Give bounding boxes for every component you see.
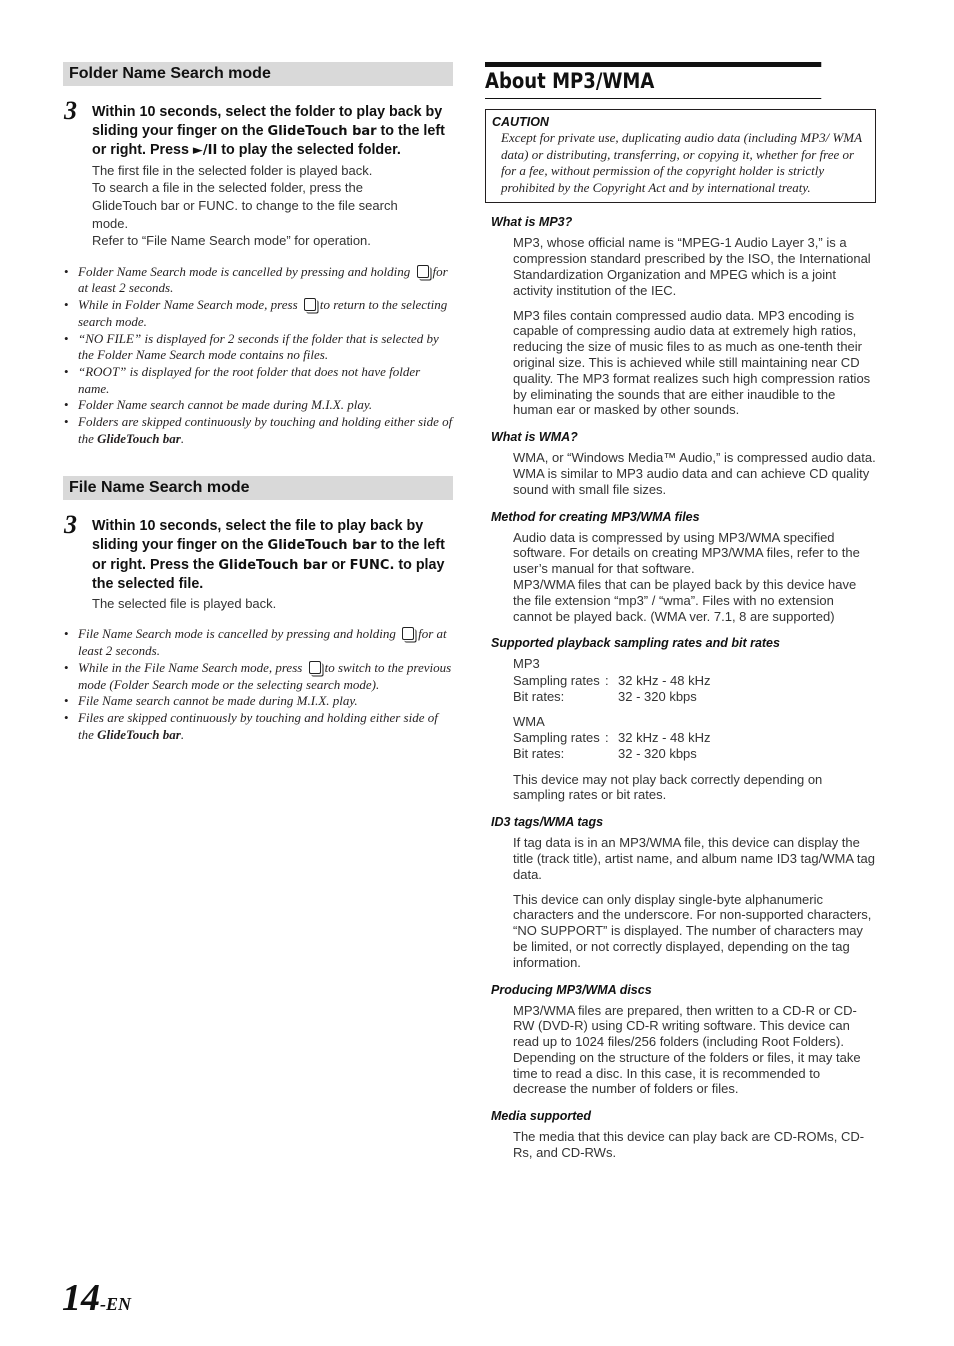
search-button-icon <box>402 627 414 640</box>
step-instruction: Within 10 seconds, select the folder to play back by sliding your finger on the GlideTouch bar to the left or right. Press ►/II to play the selected folder. <box>92 104 445 159</box>
folder-notes-list <box>63 264 453 448</box>
subheading: Producing MP3/WMA discs <box>491 982 652 997</box>
search-button-icon <box>417 265 429 278</box>
paragraph: This device may not play back correctly depending on sampling rates or bit rates. <box>513 771 823 803</box>
list-item: • Files are skipped continuously by touching and holding either side of the GlideTouch bar. <box>63 710 453 743</box>
list-item: • While in Folder Name Search mode, press to return to the selecting search mode. <box>63 297 453 330</box>
right-column <box>485 62 876 1161</box>
search-button-icon <box>304 298 316 311</box>
paragraph: WMA, or “Windows Media™ Audio,” is compressed audio data. WMA is similar to MP3 audio data and can achieve CD quality sound with small file sizes. <box>513 450 876 497</box>
paragraph: If tag data is in an MP3/WMA file, this device can display the title (track title), artist name, and album name ID3 tag/WMA tag data. <box>513 835 875 882</box>
paragraph: MP3/WMA files are prepared, then written to a CD-R or CD-RW (DVD-R) using CD-R writing software. This device can read up to 1024 files/256 folders (including Root Folders). Depending on the structure of the folders or files, it may take time to read a disc. In this case, it is recommended to decrease the number of folders or files. <box>513 1002 861 1097</box>
step-instruction: Within 10 seconds, select the file to play back by sliding your finger on the GlideTouch bar to the left or right. Press the GlideTouch bar or FUNC. to play the selected file. <box>92 518 445 593</box>
page-title: About MP3/WMA <box>485 62 821 99</box>
section-heading-folder-name-search: Folder Name Search mode <box>63 62 453 86</box>
paragraph: The media that this device can play back are CD-ROMs, CD-Rs, and CD-RWs. <box>513 1129 865 1161</box>
step-description: The selected file is played back. <box>92 595 277 611</box>
paragraph: MP3 files contain compressed audio data. MP3 encoding is capable of compressing audio data at extremely high ratios, reducing the size of music files to as much as one-tenth their original size. This is achieved while still maintaining near CD quality. The MP3 format realizes such high compression ratios by eliminating the sounds that are either inaudible to the human ear or masked by other sounds. <box>513 307 871 418</box>
list-item: • Folder Name Search mode is cancelled by pressing and holding for at least 2 seconds. <box>63 264 453 297</box>
list-item: • “ROOT” is displayed for the root folder that does not have folder name. <box>63 364 453 397</box>
spec-row: Sampling rates : 32 kHz - 48 kHz <box>513 730 711 746</box>
paragraph: MP3, whose official name is “MPEG-1 Audio Layer 3,” is a compression standard prescribed by the ISO, the International Standardization Organization and MPEG which is a joint activity institution of the IEC. <box>513 235 871 298</box>
rates-spec-mp3 <box>485 656 876 705</box>
paragraph: Audio data is compressed by using MP3/WMA specified software. For details on creating MP3/WMA files, refer to the user’s manual for that software. MP3/WMA files that can be played back by this device have the file extension “mp3” / “wma”. Files with no extension cannot be played back. (WMA ver. 7.1, 8 are supported) <box>513 529 860 624</box>
step-number: 3 <box>64 510 77 540</box>
subheading: Supported playback sampling rates and bit rates <box>491 636 780 651</box>
paragraph: This device can only display single-byte alphanumeric characters and the underscore. For non-supported characters, “NO SUPPORT” is displayed. The number of characters may be limited, or not correctly displayed, depending on the tag information. <box>513 891 872 970</box>
list-item: • Folders are skipped continuously by touching and holding either side of the GlideTouch bar. <box>63 414 453 447</box>
caution-text: Except for private use, duplicating audio data (including MP3/ WMA data) or distributing, transferring, or copying it, whether for free or for a fee, without permission of the copyright holder is strictly prohibited by the Copyright Act and by international treaty. <box>501 130 862 195</box>
list-item: • File Name search cannot be made during M.I.X. play. <box>63 693 453 710</box>
subheading: What is MP3? <box>491 215 573 230</box>
left-column <box>63 62 453 743</box>
search-button-icon <box>309 661 321 674</box>
page-number: 14-EN <box>62 1277 131 1319</box>
step-number: 3 <box>64 96 77 125</box>
list-item: • “NO FILE” is displayed for 2 seconds if the folder that is selected by the Folder Name Search mode contains no files. <box>63 331 453 364</box>
caution-box <box>485 109 876 203</box>
subheading: What is WMA? <box>491 430 578 445</box>
spec-row: Bit rates: 32 - 320 kbps <box>513 746 697 762</box>
list-item: • Folder Name search cannot be made during M.I.X. play. <box>63 397 453 414</box>
step-description: The first file in the selected folder is played back. To search a file in the selected folder, press the GlideTouch bar or FUNC. to change to the file search mode. Refer to “File Name Search mode” for operation. <box>92 162 398 249</box>
subheading: Media supported <box>491 1109 592 1124</box>
section-heading-file-name-search: File Name Search mode <box>63 476 453 500</box>
format-name: WMA <box>513 713 545 729</box>
rates-spec-wma <box>485 714 876 763</box>
spec-row: Bit rates: 32 - 320 kbps <box>513 688 697 704</box>
format-name: MP3 <box>513 656 540 672</box>
file-step <box>63 510 453 612</box>
folder-step <box>63 96 453 250</box>
caution-title: CAUTION <box>492 115 549 129</box>
subheading: ID3 tags/WMA tags <box>491 815 604 830</box>
spec-row: Sampling rates : 32 kHz - 48 kHz <box>513 672 711 688</box>
subheading: Method for creating MP3/WMA files <box>491 509 700 524</box>
file-notes-list <box>63 626 453 743</box>
list-item: • While in the File Name Search mode, press to switch to the previous mode (Folder Search mode or the selecting search mode). <box>63 660 453 693</box>
list-item: • File Name Search mode is cancelled by pressing and holding for at least 2 seconds. <box>63 626 453 659</box>
